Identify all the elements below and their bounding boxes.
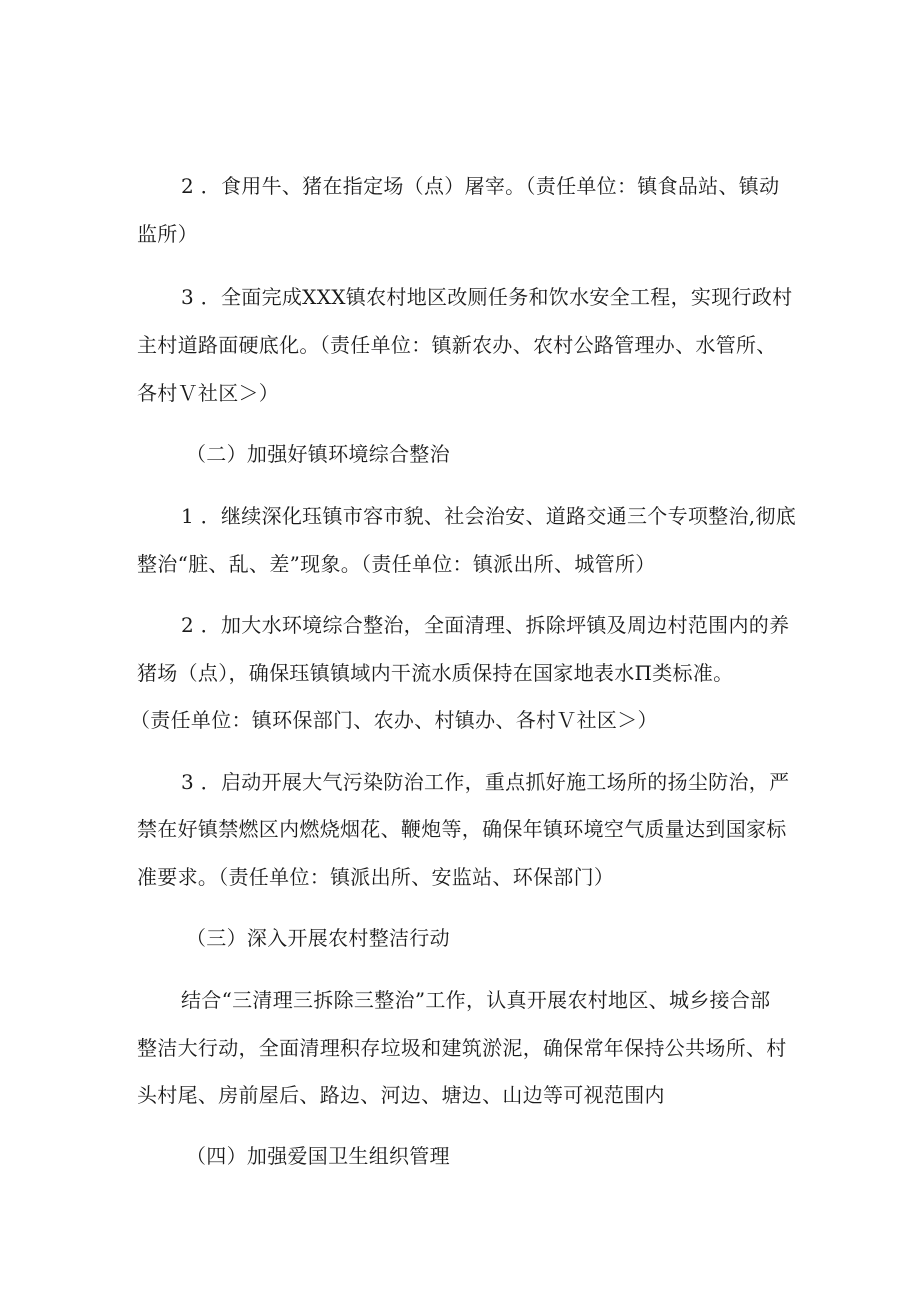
paragraph-line: 主村道路面硬底化。（责任单位：镇新农办、农村公路管理办、水管所、 (137, 333, 777, 357)
paragraph-line: 各村Ｖ社区＞） (137, 381, 280, 405)
paragraph-line: 2 ．食用牛、猪在指定场（点）屠宰。（责任单位：镇食品站、镇动 (181, 174, 780, 198)
paragraph-line: 结合“三清理三拆除三整治”工作，认真开展农村地区、城乡接合部 (181, 988, 771, 1012)
paragraph-line: （责任单位：镇环保部门、农办、村镇办、各村Ｖ社区＞） (130, 708, 658, 732)
paragraph-line: 准要求。（责任单位：镇派出所、安监站、环保部门） (137, 865, 615, 889)
section-heading: （三）深入开展农村整洁行动 (186, 926, 450, 950)
paragraph-line: 监所） (137, 222, 198, 246)
paragraph-line: 3 ．全面完成XXX镇农村地区改厕任务和饮水安全工程，实现行政村 (181, 285, 793, 309)
paragraph-line: 整洁大行动，全面清理积存垃圾和建筑淤泥，确保常年保持公共场所、村 (137, 1036, 787, 1060)
paragraph-line: 整治“脏、乱、差”现象。（责任单位：镇派出所、城管所） (137, 552, 656, 576)
section-heading: （二）加强好镇环境综合整治 (186, 442, 450, 466)
paragraph-line: 2 ．加大水环境综合整治，全面清理、拆除坪镇及周边村范围内的养 (181, 613, 790, 637)
paragraph-line: 猪场（点），确保珏镇镇域内干流水质保持在国家地表水Π类标准。 (137, 661, 734, 685)
paragraph-line: 3 ．启动开展大气污染防治工作，重点抓好施工场所的扬尘防治，严 (181, 770, 790, 794)
paragraph-line: 头村尾、房前屋后、路边、河边、塘边、山边等可视范围内 (137, 1083, 665, 1107)
paragraph-line: 1 ．继续深化珏镇市容市貌、社会治安、道路交通三个专项整治,彻底 (181, 504, 797, 528)
section-heading: （四）加强爱国卫生组织管理 (186, 1144, 450, 1168)
paragraph-line: 禁在好镇禁燃区内燃烧烟花、鞭炮等，确保年镇环境空气质量达到国家标 (137, 817, 787, 841)
